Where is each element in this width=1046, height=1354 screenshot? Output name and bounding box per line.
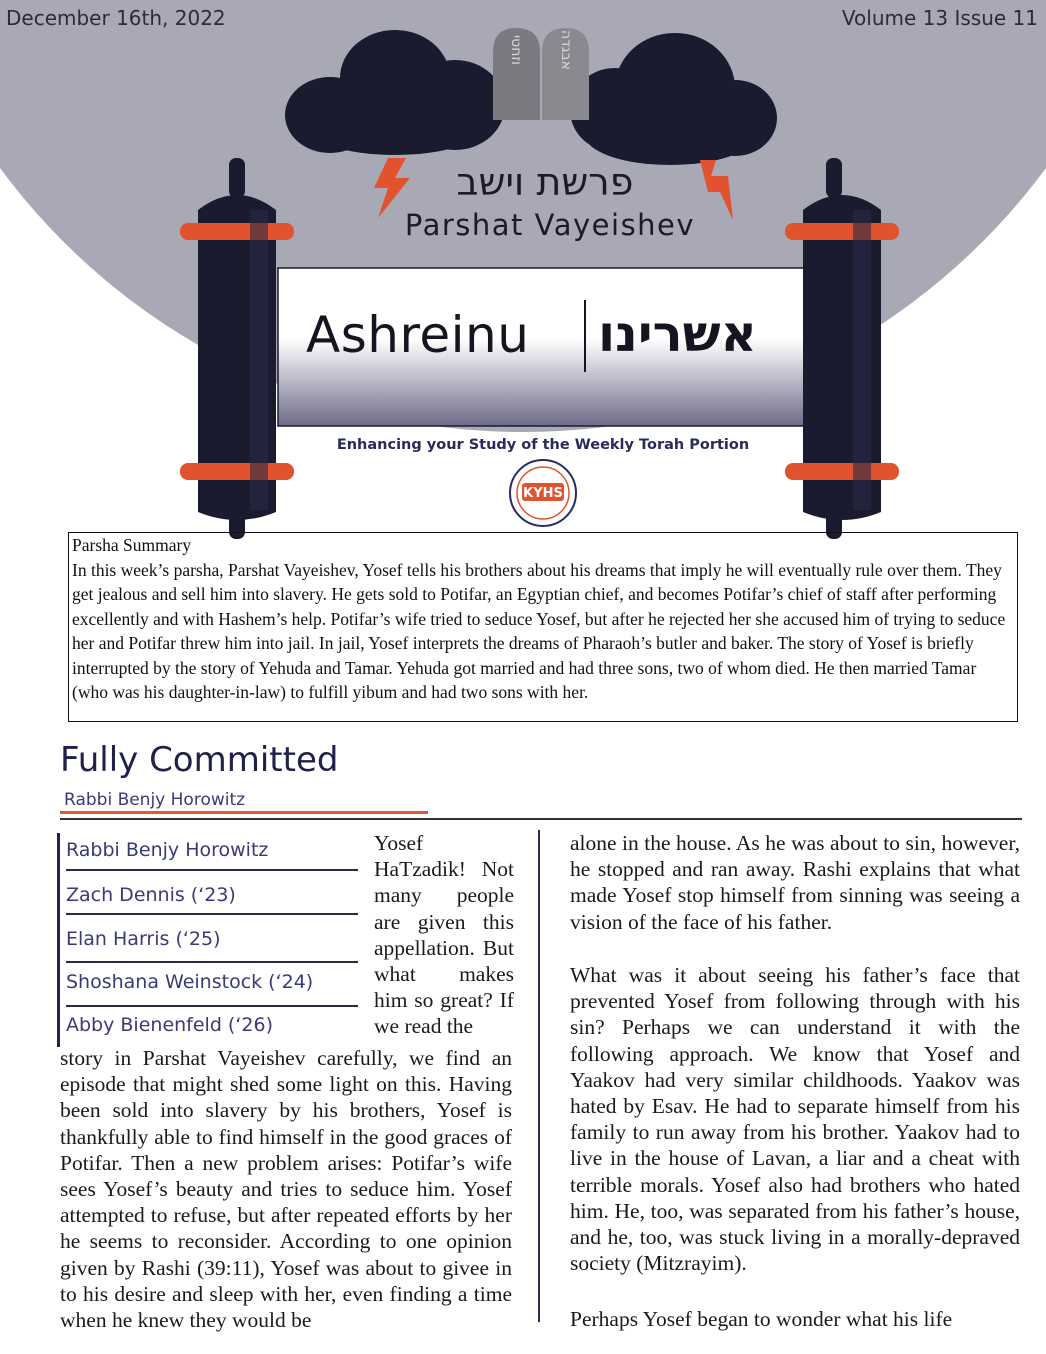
article-author: Rabbi Benjy Horowitz: [64, 790, 246, 810]
article-column-1-bottom: story in Parshat Vayeishev carefully, we find an episode that might shed some light on this. Having been sold into slavery by his brothers, Yosef is thankfully able to find himself in the good graces of Potifar. Then a new problem arises: Potifar’s wife sees Yosef’s beauty and tries to seduce him. Yosef attempted to refuse, but after repeated efforts by her he seems to reconsider. According to one opinion given by Rashi (39:11), Yosef was about to givee in to his desire and sleep with her, even finding a time when he knew they would be: [60, 1046, 512, 1333]
article-column-2-p3: Perhaps Yosef began to wonder what his life: [570, 1307, 953, 1331]
logo-text: KYHS: [523, 486, 563, 501]
parsha-summary-box: [68, 532, 1018, 722]
parsha-english-title: Parshat Vayeishev: [404, 208, 696, 242]
toc-item[interactable]: Zach Dennis (‘23): [66, 884, 236, 906]
masthead-artwork: [0, 0, 1046, 560]
issue-date: December 16th, 2022: [6, 6, 226, 30]
parsha-hebrew-title: פרשת וישב: [456, 160, 634, 204]
toc-divider: [66, 869, 358, 871]
section-divider: [60, 818, 1022, 820]
toc-divider: [66, 961, 358, 963]
toc-divider: [66, 913, 358, 915]
issue-volume: Volume 13 Issue 11: [841, 6, 1038, 30]
publication-title-english: Ashreinu: [306, 306, 530, 364]
article-column-1-top: Yosef HaTzadik! Not many people are given this appellation. But what makes him so great? If we read the: [374, 831, 514, 1039]
toc-item[interactable]: Elan Harris (‘25): [66, 928, 221, 950]
summary-heading: Parsha Summary: [72, 535, 192, 555]
article-title: Fully Committed: [60, 740, 339, 780]
contributors-list: [57, 833, 360, 1047]
author-underline: [60, 811, 428, 814]
svg-text:וזחטי: וזחטי: [508, 34, 524, 66]
toc-item[interactable]: Shoshana Weinstock (‘24): [66, 971, 314, 993]
publication-title-hebrew: אשרינו: [598, 305, 757, 363]
svg-text:אבגדה: אבגדה: [558, 29, 574, 71]
article-column-2-p2: What was it about seeing his father’s face that prevented Yosef from following through with his sin? Perhaps we can understand it with the following approach. We know that Yosef and Yaakov had very similar childhoods. Yaakov was hated by Esav. He had to separate himself from his family to run away from his brother. Yaakov had to live in the house of Lavan, a liar and a cheat with terrible morals. Yosef also had brothers who hated him. He, too, was separated from his father’s house, and he, too, was stuck living in a morally-depraved society (Mitzrayim).: [570, 963, 1020, 1276]
toc-item[interactable]: Rabbi Benjy Horowitz: [66, 839, 269, 861]
tagline: Enhancing your Study of the Weekly Torah Portion: [336, 437, 750, 453]
kyhs-logo: [510, 460, 576, 526]
article-column-2-p1: alone in the house. As he was about to sin, however, he stopped and ran away. Rashi explains that what made Yosef stop himself from sinning was seeing a vision of the face of his father.: [570, 831, 1020, 934]
summary-text: In this week’s parsha, Parshat Vayeishev, Yosef tells his brothers about his dreams that imply he will eventually rule over them. They get jealous and sell him into slavery. He gets sold to Potifar, an Egyptian chief, and becomes Potifar’s chief of staff after performing excellently and with Hashem’s help. Potifar’s wife tried to seduce Yosef, but after he rejected her she accused him of trying to seduce her and Potifar threw him into jail. In jail, Yosef interprets the dreams of Pharaoh’s butler and baker. The story of Yosef is briefly interrupted by the story of Yehuda and Tamar. Yehuda got married and had three sons, two of whom died. He then married Tamar (who was his daughter-in-law) to fulfill yibum and had two sons with her.: [72, 559, 1006, 702]
toc-item[interactable]: Abby Bienenfeld (‘26): [66, 1014, 273, 1036]
column-divider: [538, 830, 540, 1322]
toc-divider: [66, 1005, 358, 1007]
